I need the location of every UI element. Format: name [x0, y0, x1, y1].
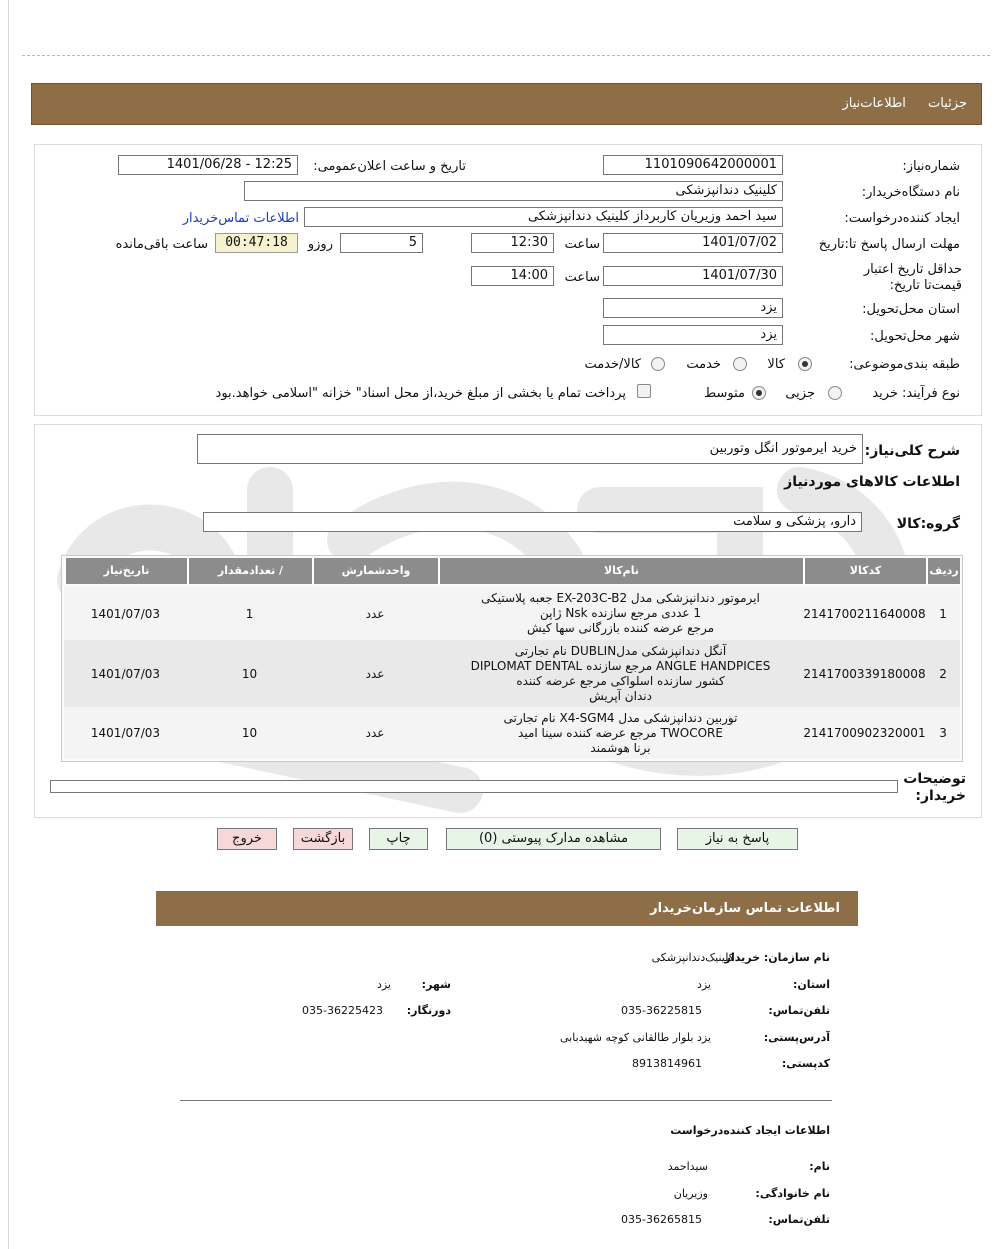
cell-code: 2141700902320001: [803, 726, 926, 740]
cell-name-line: برنا هوشمند: [590, 740, 651, 755]
contact-address-label: آدرس‌پستی:: [763, 1031, 830, 1044]
exit-button[interactable]: خروج: [217, 828, 277, 850]
cell-name-line: 1 عددی مرجع سازنده Nsk ژاپن: [540, 606, 701, 620]
city-label: شهر محل‌تحویل:: [870, 329, 960, 344]
cell-name-line: مرجع عرضه کننده بازرگانی سها کیش: [526, 621, 715, 635]
buyer-notes-label: توضیحات خریدار:: [903, 771, 966, 804]
back-button[interactable]: بازگشت: [293, 828, 353, 850]
deadline-date-field: 1401/07/02: [603, 233, 783, 253]
buyer-notes-field: [50, 780, 898, 793]
category-service-label: خدمت: [686, 357, 721, 372]
contact-address-value: یزد بلوار طالقانی کوچه شهیدبابی: [559, 1031, 711, 1044]
th-unit: واحدشمارش: [312, 558, 438, 584]
contact-fax-value: 035-36225423: [302, 1004, 383, 1017]
contact-province-label: استان:: [793, 978, 830, 991]
tab-need-info[interactable]: اطلاعات‌نیاز: [842, 96, 906, 111]
creator-family-value: وزیریان: [673, 1187, 708, 1200]
cell-name-line: ایرموتور دندانپزشکی مدل EX-203C-B2 جعبه پلاستیکی: [481, 591, 760, 605]
general-desc-label: شرح کلی‌نیاز:: [864, 443, 960, 459]
validity-hour-label: ساعت: [564, 270, 600, 285]
process-partial-label: جزیی: [785, 386, 815, 401]
category-goods-label: کالا: [767, 357, 785, 372]
validity-date-field: 1401/07/30: [603, 266, 783, 286]
cell-unit: عدد: [365, 666, 385, 681]
cell-name-line: TWOCORE مرجع عرضه کننده سینا امید: [518, 725, 723, 740]
cell-code: 2141700339180008: [803, 666, 926, 681]
view-attachments-button[interactable]: مشاهده مدارک پیوستی (0): [446, 828, 661, 850]
remaining-time: 00:47:18: [215, 233, 298, 253]
cell-name-line: آنگل دندانپزشکی مدلDUBLIN نام تجارتی: [514, 643, 727, 658]
cell-name-line: دندان آپریش: [589, 688, 652, 703]
process-partial-radio[interactable]: [828, 386, 842, 400]
remaining-label: ساعت باقی‌مانده: [115, 237, 208, 252]
cell-index: 2: [939, 666, 947, 681]
requester-field: سید احمد وزیریان کاربرداز کلینیک دندانپزشکی: [304, 207, 783, 227]
th-row-index: ردیف: [926, 558, 960, 584]
category-label: طبقه بندی‌موضوعی:: [849, 357, 960, 372]
buyer-contact-link[interactable]: اطلاعات تماس‌خریدار: [182, 211, 299, 226]
general-desc-field: خرید ایرموتور انگل وتوربین: [197, 434, 863, 464]
cell-unit: عدد: [365, 726, 385, 740]
creator-name-label: نام:: [809, 1160, 830, 1173]
cell-index: 3: [939, 726, 947, 740]
table-row: [64, 587, 960, 640]
process-label: نوع فرآیند:: [902, 386, 960, 401]
buyer-org-field: کلینیک دندانپزشکی: [244, 181, 783, 201]
treasury-payment-note: پرداخت تمام یا بخشی از مبلغ خرید،از محل اسناد" خزانه "اسلامی خواهد.بود: [215, 386, 626, 401]
cell-index: 1: [939, 606, 947, 621]
print-button[interactable]: چاپ: [369, 828, 428, 850]
deadline-label: مهلت ارسال پاسخ تا:تاریخ: [818, 237, 960, 252]
cell-code: 2141700211640008: [803, 606, 926, 621]
th-date: تاریخ‌نیاز: [64, 558, 187, 584]
cell-date: 1401/07/03: [90, 726, 161, 740]
contact-fax-label: دورنگار:: [406, 1004, 451, 1017]
reply-button[interactable]: پاسخ به نیاز: [677, 828, 798, 850]
category-goods-service-radio[interactable]: [651, 357, 665, 371]
cell-name-line: توربین دندانپزشکی مدل X4-SGM4 نام تجارتی: [503, 710, 738, 725]
contact-postal-value: 8913814961: [632, 1057, 702, 1070]
buyer-org-label: نام دستگاه‌خریدار:: [861, 185, 960, 200]
cell-unit: عدد: [365, 606, 385, 621]
days-label: روزو: [307, 237, 333, 252]
th-name: نام‌کالا: [438, 558, 803, 584]
announce-label: تاریخ و ساعت اعلان‌عمومی:: [313, 159, 466, 174]
buyer-contact-header: اطلاعات تماس سازمان‌خریدار: [156, 891, 858, 926]
contact-divider: [180, 1100, 832, 1101]
cell-qty: 10: [241, 726, 258, 740]
contact-province-value: یزد: [696, 978, 711, 991]
process-medium-label: متوسط: [704, 386, 745, 401]
cell-date: 1401/07/03: [90, 606, 161, 621]
creator-phone-value: 035-36265815: [621, 1213, 702, 1226]
contact-phone-value: 035-36225815: [621, 1004, 702, 1017]
cell-name: [438, 640, 803, 707]
cell-qty: 1: [245, 606, 254, 621]
contact-phone-label: تلفن‌تماس:: [768, 1004, 830, 1017]
contact-org-value: کلینیک‌دندانپزشکی: [651, 951, 734, 964]
deadline-time-field: 12:30: [471, 233, 554, 253]
table-row: [64, 707, 960, 759]
need-number-label: شماره‌نیاز:: [902, 159, 960, 174]
page-left-rule: [8, 0, 9, 1249]
cell-name-line: ANGLE HANDPICES مرجع سازنده DIPLOMAT DENTAL: [470, 658, 771, 673]
creator-section-title: اطلاعات ایجاد کننده‌درخواست: [670, 1124, 830, 1137]
contact-org-label: نام سازمان: خریدار: [724, 951, 830, 964]
province-field: یزد: [603, 298, 783, 318]
creator-family-label: نام خانوادگی:: [755, 1187, 830, 1200]
contact-city-label: شهر:: [421, 978, 451, 991]
category-service-radio[interactable]: [733, 357, 747, 371]
process-buy-label: خرید: [872, 386, 898, 401]
need-number-field: 1101090642000001: [603, 155, 783, 175]
cell-name: [438, 587, 803, 640]
tab-details[interactable]: جزئیات: [928, 96, 967, 111]
requester-label: ایجاد کننده‌درخواست:: [844, 211, 960, 226]
cell-name: [438, 707, 803, 759]
treasury-payment-checkbox[interactable]: [637, 384, 651, 398]
top-dashed-divider: [22, 55, 990, 56]
creator-phone-label: تلفن‌تماس:: [768, 1213, 830, 1226]
cell-name-line: کشور سازنده اسلواکی مرجع عرضه کننده: [516, 673, 725, 688]
validity-label: حداقل تاریخ اعتبار قیمت‌تا تاریخ:: [863, 262, 962, 293]
contact-city-value: یزد: [376, 978, 391, 991]
province-label: استان محل‌تحویل:: [862, 302, 960, 317]
deadline-hour-label: ساعت: [564, 237, 600, 252]
th-qty: تعدادمقدار /: [187, 558, 312, 584]
days-field: 5: [340, 233, 423, 253]
th-code: کدکالا: [803, 558, 926, 584]
details-header-bar: [31, 83, 982, 125]
city-field: یزد: [603, 325, 783, 345]
category-goods-radio[interactable]: [798, 357, 812, 371]
group-field: دارو، پزشکی و سلامت: [203, 512, 862, 532]
goods-table-header: [64, 558, 960, 584]
creator-name-value: سیداحمد: [667, 1160, 708, 1173]
announce-field: 1401/06/28 - 12:25: [118, 155, 298, 175]
cell-qty: 10: [241, 666, 258, 681]
goods-info-title: اطلاعات کالاهای موردنیاز: [784, 474, 960, 490]
cell-date: 1401/07/03: [90, 666, 161, 681]
category-goods-service-label: کالا/خدمت: [584, 357, 641, 372]
validity-time-field: 14:00: [471, 266, 554, 286]
contact-postal-label: کد‌پستی:: [781, 1057, 830, 1070]
table-row: [64, 640, 960, 707]
process-medium-radio[interactable]: [752, 386, 766, 400]
group-label: گروه:کالا: [896, 516, 960, 532]
